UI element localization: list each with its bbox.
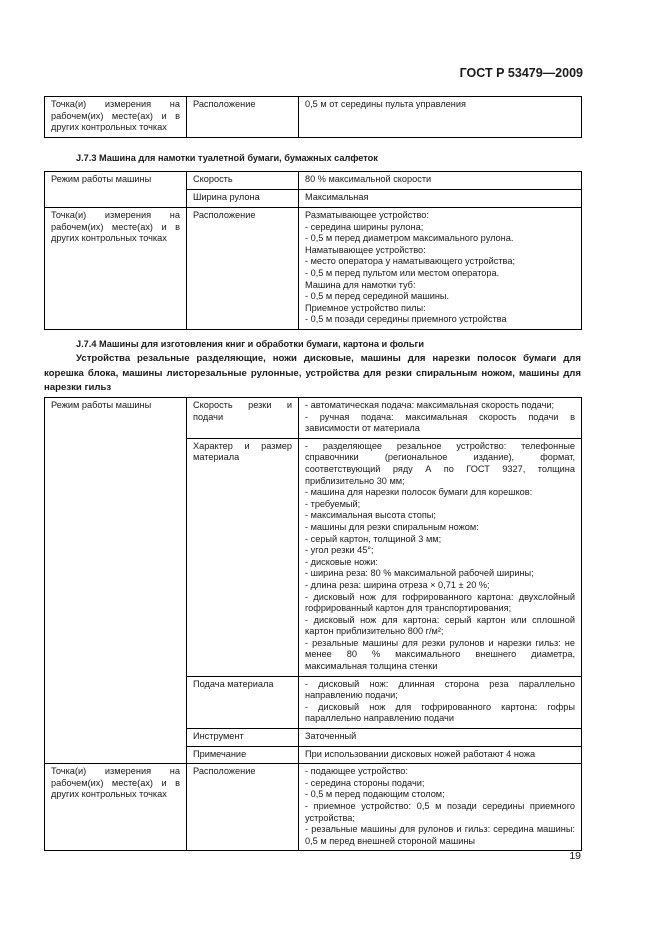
cell-parameter: Подача материала: [187, 676, 299, 728]
cell-label: Точка(и) измерения на рабочем(их) месте(ах) и в других контрольных точках: [45, 97, 187, 138]
cell-label: Точка(и) измерения на рабочем(их) месте(ах) и в других контрольных точках: [45, 764, 187, 851]
cell-value: При использовании дисковых ножей работают 4 ножа: [299, 746, 582, 764]
cell-value-list: [299, 438, 582, 676]
section-heading-j73: J.7.3 Машина для намотки туалетной бумаги, бумажных салфеток: [76, 153, 378, 163]
list-item: - длина реза: ширина отреза × 0,71 ± 20 %;: [305, 579, 490, 590]
cell-parameter: Расположение: [187, 208, 299, 330]
list-item: - ручная подача: максимальная скорость подачи в зависимости от материала: [305, 411, 575, 434]
page-number: 19: [569, 850, 581, 862]
cell-label: Режим работы машины: [45, 172, 187, 208]
cell-parameter: Ширина рулона: [187, 190, 299, 208]
list-item: Наматывающее устройство:: [305, 244, 426, 255]
list-item: Машина для намотки туб:: [305, 279, 416, 290]
cell-value-list: [299, 398, 582, 439]
list-item: - автоматическая подача: максимальная скорость подачи;: [305, 400, 555, 410]
cell-value-list: [299, 764, 582, 851]
list-item: - дисковый нож: длинная сторона реза параллельно направлению подачи;: [305, 678, 575, 701]
document-id: ГОСТ Р 53479—2009: [459, 66, 583, 80]
list-item: - требуемый;: [305, 498, 361, 509]
cell-value-list: [299, 208, 582, 330]
cell-value: 0,5 м от середины пульта управления: [299, 97, 582, 138]
cell-parameter: Расположение: [187, 764, 299, 851]
table-bookbinding-machines: [44, 397, 582, 851]
list-item: - резальные машины для рулонов и гильз: середина машины: 0,5 м перед внешней стороной машины: [305, 824, 575, 846]
list-item: - ширина реза: 80 % максимальной рабочей ширины;: [305, 568, 534, 579]
list-item: Приемное устройство пилы:: [305, 302, 426, 313]
table-row: [45, 208, 582, 330]
list-item: - дисковый нож для гофрированного картона: гофры параллельно направлению подачи: [305, 701, 575, 724]
cell-parameter: Скорость резки и подачи: [187, 398, 299, 439]
list-item: - 0,5 м перед диаметром максимального рулона.: [305, 233, 514, 244]
table-measurement-points-top: [44, 96, 582, 138]
list-item: - серый картон, толщиной 3 мм;: [305, 533, 442, 544]
list-item: - 0,5 м перед подающим столом;: [305, 789, 445, 800]
list-item: - подающее устройство:: [305, 766, 408, 777]
table-toilet-paper-machine: [44, 171, 582, 330]
cell-parameter: Скорость: [187, 172, 299, 190]
list-item: - место оператора у наматывающего устройства;: [305, 256, 516, 267]
list-item: - угол резки 45°;: [305, 545, 374, 556]
cell-value: 80 % максимальной скорости: [299, 172, 582, 190]
list-item: - резальные машины для резки рулонов и нарезки гильз: не менее 80 % максимального внешнего диаметра, максимальная толщина стенки: [305, 637, 575, 672]
table-row: [45, 172, 582, 190]
cell-value: Заточенный: [299, 729, 582, 747]
cell-label: Режим работы машины: [45, 398, 187, 764]
cell-parameter: Расположение: [187, 97, 299, 138]
list-item: - дисковый нож для картона: серый картон или сплошной картон приблизительно 800 г/м²;: [305, 614, 575, 637]
list-item: - приемное устройство: 0,5 м позади середины приемного устройства;: [305, 801, 575, 823]
section-heading-j74: J.7.4 Машины для изготовления книг и обработки бумаги, картона и фольги: [76, 339, 424, 349]
list-item: - середина ширины рулона;: [305, 221, 424, 232]
list-item: Разматывающее устройство:: [305, 210, 429, 220]
list-item: - машины для резки спиральным ножом:: [305, 521, 479, 532]
list-item: - 0,5 м перед пультом или местом оператора.: [305, 267, 500, 278]
list-item: - 0,5 м позади середины приемного устройства: [305, 314, 507, 325]
table-row: [45, 97, 582, 138]
list-item: - дисковые ножи:: [305, 556, 378, 567]
list-item: - максимальная высота стопы;: [305, 510, 436, 521]
cell-parameter: Инструмент: [187, 729, 299, 747]
list-item: - машина для нарезки полосок бумаги для корешков:: [305, 487, 533, 498]
list-item: - середина стороны подачи;: [305, 777, 425, 788]
table-row: [45, 764, 582, 851]
list-item: - дисковый нож для гофрированного картона: двухслойный гофрированный картон для транспортирования;: [305, 591, 575, 614]
cell-label: Точка(и) измерения на рабочем(их) месте(ах) и в других контрольных точках: [45, 208, 187, 330]
section-intro: Устройства резальные разделяющие, ножи дисковые, машины для нарезки полосок бумаги для корешка блока, машины листорезальные рулонные, устройства для резки спиральным ножом, машины для нарезки гильз: [44, 353, 581, 394]
cell-parameter: Характер и размер материала: [187, 438, 299, 676]
table-row: [45, 398, 582, 439]
cell-value: Максимальная: [299, 190, 582, 208]
list-item: - 0,5 м перед серединой машины.: [305, 291, 450, 302]
list-item: - разделяющее резальное устройство: телефонные справочники (региональное издание), формат, соответствующий ряду А по ГОСТ 9327, толщина приблизительно 30 мм;: [305, 440, 575, 486]
cell-value-list: [299, 676, 582, 728]
cell-parameter: Примечание: [187, 746, 299, 764]
